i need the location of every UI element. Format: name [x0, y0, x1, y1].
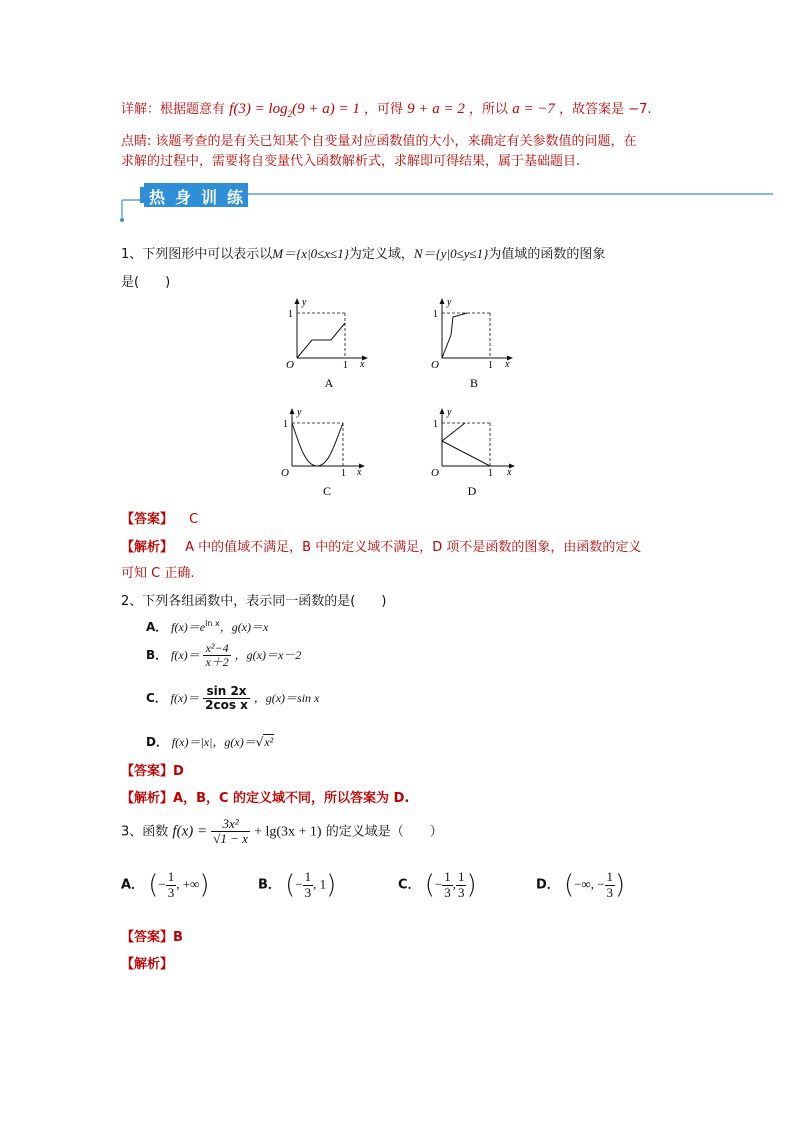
- graph-a-x-label: x: [360, 359, 365, 370]
- q1-analysis-line-1: [121, 536, 641, 555]
- q3-option-b-neg: −: [295, 876, 303, 892]
- graph-d-origin: O: [431, 467, 439, 479]
- banner-char-2: 身: [174, 188, 191, 207]
- q3-option-d-fraction: [605, 870, 616, 900]
- q2-option-c-label: C．: [146, 691, 167, 706]
- q1-set-m: M＝{x|0≤x≤1}: [272, 246, 349, 261]
- q2-option-b-num: x²−4: [203, 642, 230, 656]
- q3-option-c-num: 1: [444, 869, 451, 885]
- q3-option-b-left: (: [285, 870, 296, 900]
- q2-answer: [121, 760, 184, 779]
- q3-option-d-right: ): [615, 870, 626, 900]
- q3-stem: [121, 817, 443, 847]
- graph-a: [282, 295, 372, 390]
- q3-option-c-right: ): [466, 870, 477, 900]
- q3-option-b-right: ): [326, 870, 337, 900]
- explanation-expr1-tail: (9 + a) = 1: [292, 101, 360, 117]
- graph-d-caption: D: [467, 484, 477, 498]
- section-banner-text: [144, 185, 248, 208]
- graph-b-caption: B: [469, 376, 479, 390]
- q3-option-a-neg: −: [158, 876, 166, 892]
- q2-option-c-f: f(x)＝: [170, 691, 200, 706]
- graph-c-one-y: 1: [283, 419, 288, 430]
- q1-stem-b: 为定义域，: [348, 247, 414, 262]
- explanation-mid2: ，所以: [469, 102, 509, 117]
- q3-option-d-den: 3: [606, 884, 614, 900]
- q3-option-d-left: (: [563, 870, 575, 900]
- q1-stem-c: 为值域的函数的图象: [488, 247, 606, 262]
- q3-option-d-num: 1: [606, 869, 614, 885]
- q2-option-b-fraction: [203, 642, 230, 669]
- q3-answer: [121, 926, 183, 945]
- graph-b-one-x: 1: [488, 360, 493, 371]
- explanation-mid: ，可得: [363, 102, 403, 117]
- banner-char-4: 练: [226, 188, 243, 207]
- q2-option-c-num: sin 2x: [203, 685, 250, 699]
- q3-option-c-fraction-1: [442, 870, 453, 900]
- q3-option-a: [121, 870, 209, 900]
- q2-option-d-radicand: x²: [264, 735, 274, 749]
- q2-option-c-g: ，g(x)＝sin x: [253, 691, 320, 706]
- q3-option-a-tail: , +∞: [176, 876, 200, 892]
- graph-b-origin: O: [431, 359, 439, 371]
- graph-a-origin: O: [286, 359, 294, 371]
- q3-answer-value: B: [173, 930, 183, 945]
- q2-option-a: [146, 618, 268, 635]
- graph-c-x-label: x: [357, 467, 362, 478]
- banner-char-1: 热: [148, 188, 165, 207]
- q3-fx: f(x) =: [172, 823, 208, 840]
- q2-analysis-text: A，B，C 的定义域不同，所以答案为 D.: [173, 791, 410, 806]
- comment-line-2: 求解的过程中，需要将自变量代入函数解析式，求解即可得结果，属于基础题目.: [121, 154, 581, 169]
- q3-analysis-label: 【解析】: [121, 957, 174, 972]
- q3-plus: + lg(3x + 1): [254, 824, 322, 840]
- q3-option-a-den: 3: [167, 884, 175, 900]
- q3-option-c-label: C．: [398, 877, 421, 893]
- q3-option-a-label: A．: [121, 877, 145, 893]
- q1-analysis-line-2: 可知 C 正确.: [121, 566, 195, 581]
- graph-d-one-y: 1: [433, 419, 438, 430]
- graph-a-y-label: y: [302, 297, 307, 308]
- q3-option-a-num: 1: [167, 869, 175, 885]
- q3-option-a-right: ): [199, 870, 210, 900]
- graph-d: [427, 405, 522, 500]
- q3-option-d-label: D．: [536, 877, 560, 893]
- q2-answer-label: 【答案】: [121, 764, 174, 779]
- q3-option-c-den2: 3: [457, 884, 465, 900]
- q2-option-c: [146, 685, 319, 712]
- q1-analysis-label: 【解析】: [121, 540, 174, 555]
- graph-b: [427, 295, 517, 390]
- q3-option-c-neg: −: [434, 876, 443, 892]
- q2-option-d: [146, 733, 274, 750]
- banner-char-3: 训: [200, 188, 217, 207]
- q1-stem-a: 1、下列图形中可以表示以: [121, 247, 273, 262]
- q3-option-c-den: 3: [444, 884, 451, 900]
- q1-answer: [121, 508, 198, 527]
- q1-set-n: N＝{y|0≤y≤1}: [413, 246, 489, 261]
- q2-option-c-den: 2cos x: [205, 698, 248, 713]
- explanation-line: [121, 98, 652, 119]
- q3-option-c-fraction-2: [456, 870, 467, 900]
- graph-b-one-y: 1: [433, 309, 438, 320]
- explanation-label: 详解：根据题意有: [121, 102, 226, 117]
- explanation-expr1: f(3) = log: [229, 101, 288, 117]
- q1-stem-line-1: [121, 243, 605, 262]
- q1-analysis-text-1: A 中的值域不满足，B 中的定义域不满足，D 项不是函数的图象，由函数的定义: [185, 540, 642, 555]
- graph-c: [275, 405, 370, 500]
- q3-option-d: [536, 870, 625, 900]
- graph-d-y-label: y: [447, 407, 452, 418]
- q1-answer-value: C: [189, 512, 199, 527]
- graph-c-y-label: y: [297, 407, 302, 418]
- explanation-expr1-sub: 2: [287, 109, 293, 119]
- q2-option-a-sup: ln x: [205, 619, 220, 628]
- q3-option-b-den: 3: [304, 884, 312, 900]
- q3-option-a-fraction: [166, 870, 177, 900]
- q2-option-a-f: f(x)＝e: [171, 620, 206, 634]
- q3-stem-a: 3、函数: [121, 824, 169, 840]
- q3-option-b: [258, 870, 336, 900]
- graph-b-x-label: x: [505, 359, 510, 370]
- graph-c-origin: O: [281, 467, 289, 479]
- q3-option-c-num2: 1: [457, 869, 465, 885]
- q2-option-c-fraction: [203, 685, 250, 712]
- graph-a-caption: A: [324, 376, 334, 390]
- explanation-tail: ，故答案是 −7.: [559, 102, 652, 117]
- q3-option-b-num: 1: [304, 869, 312, 885]
- comment-line-1: 点睛: 该题考查的是有关已知某个自变量对应函数值的大小，来确定有关参数值的问题，在: [121, 134, 637, 149]
- q1-answer-label: 【答案】: [121, 512, 174, 527]
- q2-option-b: [146, 642, 301, 669]
- q3-option-d-head: −∞, −: [574, 876, 605, 892]
- q3-option-a-left: (: [148, 870, 159, 900]
- explanation-expr2: 9 + a = 2: [407, 101, 465, 117]
- q2-stem: 2、下列各组函数中，表示同一函数的是( ): [121, 594, 387, 609]
- graph-b-y-label: y: [447, 297, 452, 308]
- q2-answer-value: D: [173, 764, 184, 779]
- graph-a-one-y: 1: [288, 309, 293, 320]
- q3-option-c: [398, 870, 477, 900]
- graph-a-one-x: 1: [343, 360, 348, 371]
- q3-option-c-left: (: [424, 870, 435, 900]
- q3-option-c-tail: ,: [452, 876, 456, 892]
- q2-option-b-label: B．: [146, 648, 168, 663]
- q2-option-b-f: f(x)＝: [170, 648, 200, 663]
- q3-fraction: [211, 817, 250, 847]
- q2-option-b-den: x＋2: [205, 655, 229, 670]
- q2-option-a-label: A．: [146, 620, 168, 634]
- q3-option-b-fraction: [303, 870, 314, 900]
- q2-option-a-g: ，g(x)＝x: [219, 620, 269, 634]
- graph-d-one-x: 1: [488, 468, 493, 479]
- q3-num: 3x²: [211, 817, 250, 832]
- q1-stem-line-2: 是( ): [121, 275, 171, 290]
- q3-option-b-label: B．: [258, 877, 281, 893]
- q2-analysis-label: 【解析】: [121, 791, 174, 806]
- graph-c-one-x: 1: [341, 468, 346, 479]
- q2-option-d-f: f(x)＝|x|，g(x)＝: [171, 735, 256, 749]
- graph-c-caption: C: [322, 484, 332, 498]
- q3-den: √1 − x: [213, 831, 248, 847]
- q2-option-b-g: ，g(x)＝x－2: [234, 648, 302, 663]
- q2-analysis: [121, 787, 409, 806]
- explanation-expr3: a = −7: [512, 101, 555, 117]
- q2-option-d-label: D．: [146, 735, 168, 749]
- q2-option-d-root: √: [255, 735, 264, 749]
- graph-d-x-label: x: [507, 467, 512, 478]
- q3-stem-b: 的定义域是（ ）: [325, 824, 443, 840]
- q3-option-b-tail: , 1: [313, 876, 327, 892]
- q3-answer-label: 【答案】: [121, 930, 174, 945]
